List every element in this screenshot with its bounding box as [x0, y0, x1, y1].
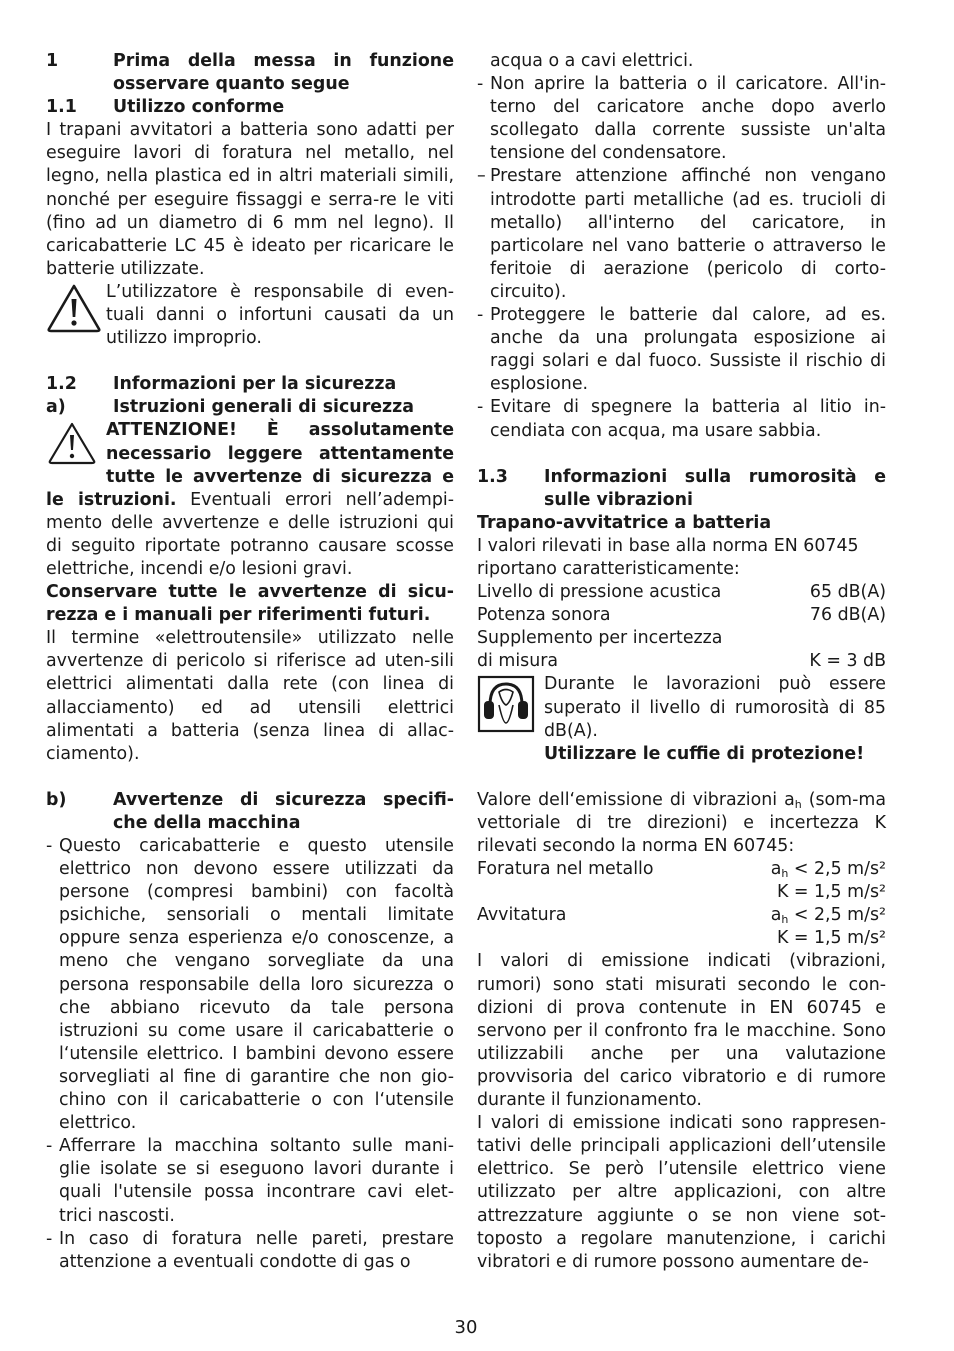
section-1-heading: [46, 50, 454, 96]
ear-notice-text: Durante le lavorazioni può essere superato il livello di rumorosità di 85 dB(A).: [544, 674, 886, 741]
right-column: [477, 50, 886, 1274]
keep-instructions-text: Conservare tutte le avvertenze di sicu-rezza e i manuali per riferimenti futuri.: [46, 582, 454, 626]
vibration-row: Foratura nel metallo $a_h < 2,5$ m/s² K = 1,5 m/s²: [477, 859, 886, 903]
emission-paragraph: I valori di emissione indicati (vibrazioni, rumori) sono stati misurati secondo le con-dizioni di prova contenute in EN 60745 e servono per il confronto fra le macchine. Sono utilizzabili anche per una valutazione provvisoria del carico vibratorio e di rumore durante il funzionamento.: [477, 951, 886, 1111]
section-1-3-heading: [477, 466, 886, 512]
continued-text: acqua o a cavi elettrici.: [490, 51, 694, 71]
list-item: - Questo caricabatterie e questo utensile elettrico non devono essere utilizzati da persone (compresi bambini) con facoltà psichiche, sensoriali o mentali limitate oppure senza esperienza e/o conoscenze, a meno che vengano sorvegliate da una persona responsabile della loro sicurezza o che abbiano ricevuto da tale persona istruzioni su come usare il caricabatterie o l‘utensile elettrico. I bambini devono essere sorvegliati al fine di garantire che non gio-chino con il caricabatterie o con l‘utensile elettrico.: [46, 836, 454, 1134]
left-column: [46, 50, 454, 1274]
uncertainty-label: Supplemento per incertezza: [477, 628, 723, 649]
section-number: a): [46, 397, 66, 418]
warning-triangle-icon: [46, 419, 106, 467]
section-title: Avvertenze di sicurezza specifi-che della macchina: [113, 789, 454, 833]
section-title: Prima della messa in funzione osservare quanto segue: [113, 51, 454, 95]
section-1-1-heading: [46, 96, 454, 119]
section-number: 1: [46, 51, 59, 71]
section-title: Informazioni sulla rumorosità e sulle vibrazioni: [544, 466, 886, 510]
section-number: 1.3: [477, 466, 508, 487]
list-item: - Proteggere le batterie dal calore, ad es. anche da una prolungata esposizione ai raggi solari e dal fuoco. Sussiste il rischio di esplosione.: [477, 305, 886, 395]
list-item: – Prestare attenzione affinché non vengano introdotte parti metalliche (ad es. trucioli di metallo) all'interno del caricatore, in particolare nel vano batterie o attraverso le feritoie di aerazione (pericolo di corto-circuito).: [477, 166, 886, 302]
uncertainty-row: di misura K = 3 dB: [477, 651, 886, 672]
misuse-warning: [46, 281, 454, 350]
list-item: - In caso di foratura nelle pareti, prestare attenzione a eventuali condotte di gas o: [46, 1228, 454, 1272]
section-title: Istruzioni generali di sicurezza: [113, 397, 415, 418]
section-a-heading: [46, 396, 454, 419]
vibration-intro: Valore dell‘emissione di vibrazioni $a_h$ (som-ma vettoriale di tre direzioni) e incertezza K rilevati secondo la norma EN 60745:: [477, 789, 886, 856]
noise-row: Potenza sonora 76 dB(A): [477, 605, 886, 626]
page-number: 30: [454, 1317, 478, 1338]
section-number: 1.1: [46, 97, 77, 118]
power-tool-term-paragraph: Il termine «elettroutensile» utilizzato nelle avvertenze di pericolo si riferisce ad uten-sili elettrici alimentati dalla rete (con linea di allacciamento) ed ad utensili elettrici alimentati a batteria (senza linea di allac-ciamento).: [46, 628, 454, 764]
noise-intro: I valori rilevati in base alla norma EN 60745 riportano caratteristicamente:: [477, 535, 859, 579]
list-item: - Afferrare la macchina soltanto sulle mani-glie isolate se si eseguono lavori durante i quali l'utensile possa incontrare cavi elet-trici nascosti.: [46, 1136, 454, 1226]
list-item: - Non aprire la batteria o il caricatore. All'in-terno del caricatore anche dopo averlo scollegato dalla corrente sussiste un'alta tensione del condensatore.: [477, 74, 886, 164]
ear-protection-icon: [477, 673, 544, 765]
attention-text: Eventuali errori nell’adempi-mento delle avvertenze e delle istruzioni qui di seguito riportate potranno causare scosse elettriche, incendi e/o lesioni gravi.: [46, 489, 454, 579]
section-number: 1.2: [46, 374, 77, 395]
ear-protection-notice: [477, 673, 886, 765]
section-b-heading: [46, 789, 454, 835]
emission-paragraph-2: I valori di emissione indicati sono rappresen-tativi delle principali applicazioni dell’utensile elettrico. Se però l’utensile elettrico viene utilizzato per altre applicazioni, con altre attrezzature aggiunte o se non viene sot-toposto a regolare manutenzione, i carichi vibratori e di rumore possono aumentare de-: [477, 1113, 886, 1272]
noise-row: Livello di pressione acustica 65 dB(A): [477, 582, 886, 603]
warning-text: L’utilizzatore è responsabile di even-tuali danni o infortuni causati da un utilizzo improprio.: [106, 281, 454, 349]
ear-notice-bold: Utilizzare le cuffie di protezione!: [544, 743, 865, 764]
warning-triangle-icon: [46, 281, 106, 350]
list-item: - Evitare di spegnere la batteria al litio in-cendiata con acqua, ma usare sabbia.: [477, 397, 886, 441]
subsection-title: Trapano-avvitatrice a batteria: [477, 512, 772, 533]
section-title: Informazioni per la sicurezza: [113, 374, 397, 395]
intended-use-paragraph: I trapani avvitatori a batteria sono adatti per eseguire lavori di foratura nel metallo, nel legno, nella plastica ed in altri materiali simili, nonché per eseguire fissaggi e serra-re le viti (fino ad un diametro di 6 mm nel legno). Il caricabatterie LC 45 è ideato per ricaricare le batterie utilizzate.: [46, 120, 454, 279]
section-number: b): [46, 789, 67, 810]
section-1-2-heading: [46, 373, 454, 396]
attention-block: [46, 419, 454, 581]
section-title: Utilizzo conforme: [113, 97, 285, 118]
vibration-row: Avvitatura $a_h < 2,5$ m/s² K = 1,5 m/s²: [477, 905, 886, 949]
attention-bold-text: ATTENZIONE! È assolutamente necessario leggere attentamente tutte le avvertenze di sicurezza e le istruzioni.: [46, 420, 454, 510]
